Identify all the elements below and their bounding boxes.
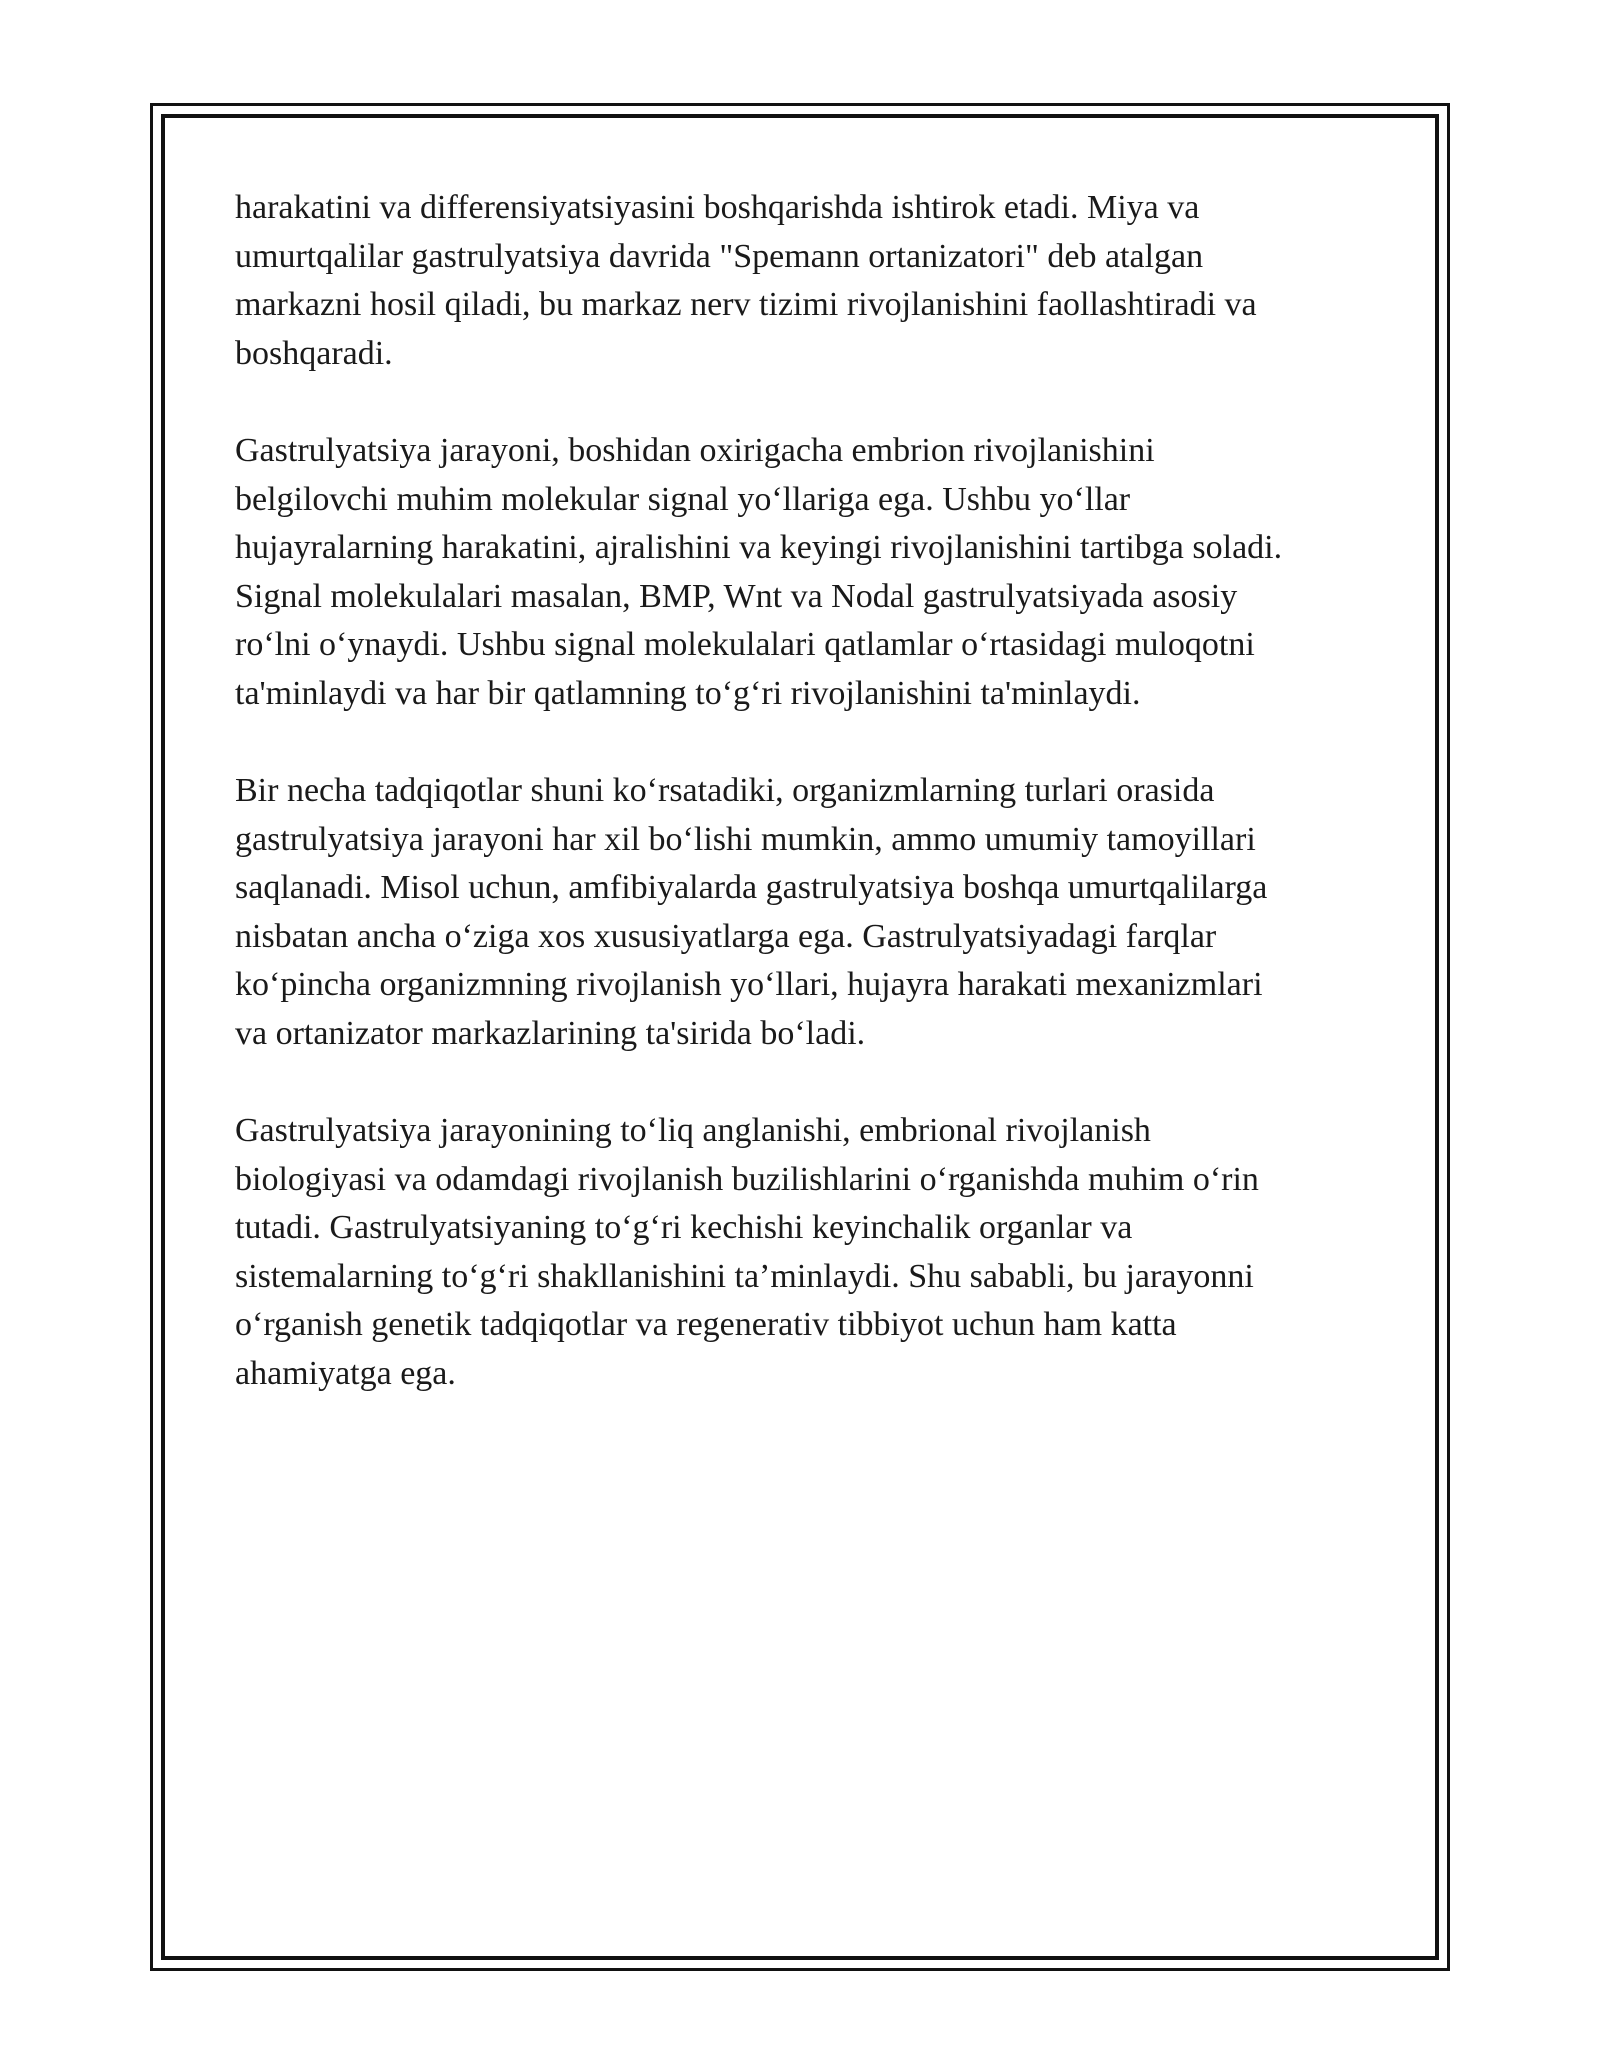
document-body: [235, 184, 1395, 1447]
paragraph-3: Bir necha tadqiqotlar shuni ko‘rsatadiki, organizmlarning turlari orasida gastrulyatsiya jarayoni har xil bo‘lishi mumkin, ammo umumiy tamoyillari saqlanadi. Misol uchun, amfibiyalarda gastrulyatsiya boshqa umurtqalilarga nisbatan ancha o‘ziga xos xususiyatlarga ega. Gastrulyatsiyadagi farqlar ko‘pincha organizmning rivojlanish yo‘llari, hujayra harakati mexanizmlari va ortanizator markazlarining ta'sirida bo‘ladi.: [235, 772, 1268, 1052]
paragraph-4: Gastrulyatsiya jarayonining to‘liq anglanishi, embrional rivojlanish biologiyasi va odamdagi rivojlanish buzilishlarini o‘rganishda muhim o‘rin tutadi. Gastrulyatsiyaning to‘g‘ri kechishi keyinchalik organlar va sistemalarning to‘g‘ri shakllanishini ta’minlaydi. Shu sababli, bu jarayonni o‘rganish genetik tadqiqotlar va regenerativ tibbiyot uchun ham katta ahamiyatga ega.: [235, 1112, 1259, 1392]
paragraph-2: Gastrulyatsiya jarayoni, boshidan oxirigacha embrion rivojlanishini belgilovchi muhim molekular signal yo‘llariga ega. Ushbu yo‘llar hujayralarning harakatini, ajralishini va keyingi rivojlanishini tartibga soladi. Signal molekulalari masalan, BMP, Wnt va Nodal gastrulyatsiyada asosiy ro‘lni o‘ynaydi. Ushbu signal molekulalari qatlamlar o‘rtasidagi muloqotni ta'minlaydi va har bir qatlamning to‘g‘ri rivojlanishini ta'minlaydi.: [235, 432, 1283, 712]
paragraph-1: harakatini va differensiyatsiyasini boshqarishda ishtirok etadi. Miya va umurtqalilar gastrulyatsiya davrida "Spemann ortanizatori" deb atalgan markazni hosil qiladi, bu markaz nerv tizimi rivojlanishini faollashtiradi va boshqaradi.: [235, 189, 1257, 372]
